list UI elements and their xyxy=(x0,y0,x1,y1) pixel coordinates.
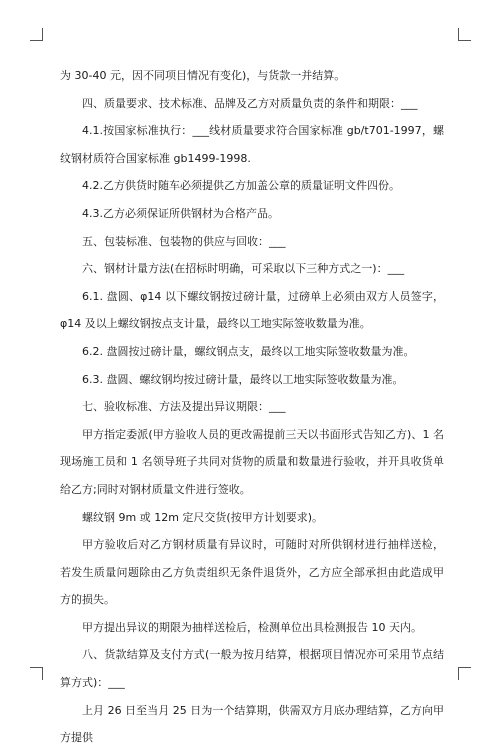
section-heading-acceptance: 七、验收标准、方法及提出异议期限：___ xyxy=(82,400,286,414)
paragraph-6-3: 6.3. 盘圆、螺纹钢均按过磅计量，最终以工地实际签收数量为准。 xyxy=(82,372,404,386)
crop-mark-bottom-right xyxy=(458,667,471,680)
paragraph-4-2: 4.2.乙方供货时随车必须提供乙方加盖公章的质量证明文件四份。 xyxy=(82,179,400,193)
section-heading-settlement: 八、货款结算及支付方式(一般为按月结算，根据项目情况亦可采用节点结算方式)：___ xyxy=(60,648,444,690)
section-heading-measurement: 六、钢材计量方法(在招标时明确，可采取以下三种方式之一)：___ xyxy=(82,262,405,276)
section-heading-packaging: 五、包装标准、包装物的供应与回收：___ xyxy=(82,234,286,248)
paragraph-objection: 甲方验收后对乙方钢材质量有异议时，可随时对所供钢材进行抽样送检，若发生质量问题除由乙方负责组织无条件退货外，乙方应全部承担由此造成甲方的损失。 xyxy=(60,538,444,607)
paragraph-acceptance-party: 甲方指定委派(甲方验收人员的更改需提前三天以书面形式告知乙方)、1 名现场施工员和 1 名领导班子共同对货物的质量和数量进行验收，并开具收货单给乙方;同时对钢材质量文件进行签收。 xyxy=(60,427,444,496)
paragraph-4-1: 4.1.按国家标准执行：___线材质量要求符合国家标准 gb/t701-1997，螺纹钢材质符合国家标准 gb1499-1998. xyxy=(60,124,444,165)
paragraph-rebar-length: 螺纹钢 9m 或 12m 定尺交货(按甲方计划要求)。 xyxy=(82,510,323,524)
paragraph-6-2: 6.2. 盘圆按过磅计量，螺纹钢点支，最终以工地实际签收数量为准。 xyxy=(82,344,415,358)
paragraph-4-3: 4.3.乙方必须保证所供钢材为合格产品。 xyxy=(82,206,279,220)
paragraph-settlement-period: 上月 26 日至当月 25 日为一个结算期，供需双方月底办理结算，乙方向甲方提供 xyxy=(60,703,444,745)
document-body xyxy=(60,62,444,752)
paragraph-objection-period: 甲方提出异议的期限为抽样送检后，检测单位出具检测报告 10 天内。 xyxy=(82,620,422,634)
paragraph-continuation: 为 30-40 元，因不同项目情况有变化)，与货款一并结算。 xyxy=(60,69,346,82)
paragraph-6-1: 6.1. 盘圆、φ14 以下螺纹钢按过磅计量，过磅单上必须由双方人员签字，φ14 及以上螺纹钢按点支计量，最终以工地实际签收数量为准。 xyxy=(60,289,444,331)
crop-mark-bottom-left xyxy=(30,667,43,680)
crop-mark-top-left xyxy=(30,28,43,41)
section-heading-quality: 四、质量要求、技术标准、品牌及乙方对质量负责的条件和期限：___ xyxy=(82,96,418,110)
crop-mark-top-right xyxy=(458,28,471,41)
